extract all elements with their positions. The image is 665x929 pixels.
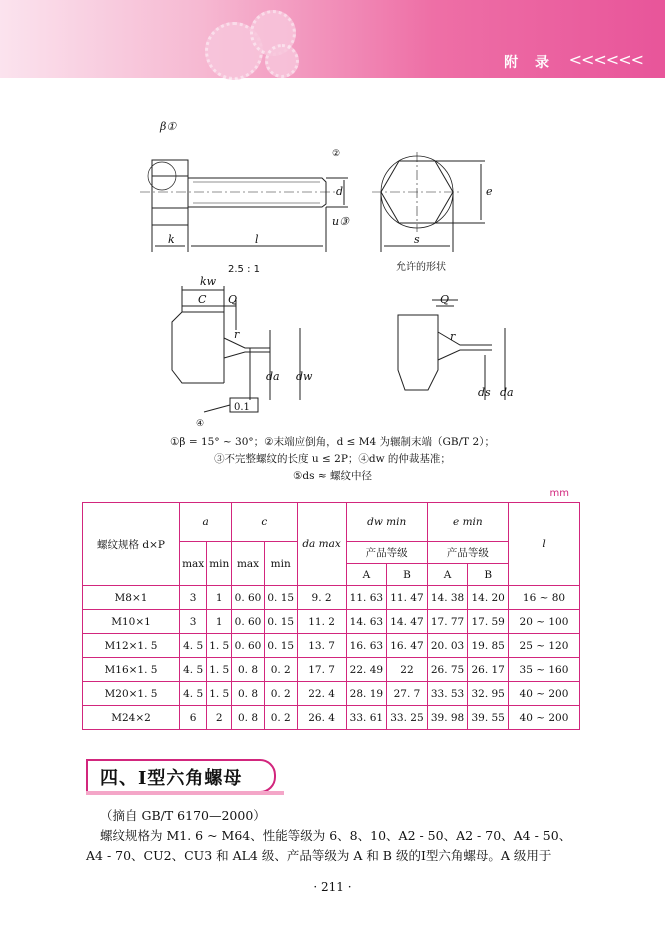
- dw-grade-header: 产品等级: [346, 542, 427, 564]
- table-cell: 33. 61: [346, 706, 387, 730]
- table-cell: M20×1. 5: [83, 682, 180, 706]
- kw-label: kw: [200, 275, 217, 288]
- note-line-2: ③不完整螺纹的长度 u ≤ 2P；④dw 的仲裁基准；: [214, 453, 451, 465]
- gear-decoration-icon: [265, 44, 299, 78]
- body-line-1: 螺纹规格为 M1. 6 ~ M64、性能等级为 6、8、10、A2 - 50、A2 - 70、A4 - 50、: [100, 828, 572, 843]
- table-cell: 1. 5: [207, 682, 232, 706]
- allowed-shape-caption: 允许的形状: [396, 262, 446, 273]
- table-cell: 33. 53: [427, 682, 468, 706]
- r-label-right: r: [450, 330, 456, 343]
- table-cell: 26. 17: [468, 658, 509, 682]
- table-cell: 1: [207, 586, 232, 610]
- table-cell: 0. 8: [232, 706, 265, 730]
- table-cell: 22. 49: [346, 658, 387, 682]
- k-label: k: [168, 233, 175, 246]
- dw-grade-b: B: [387, 564, 428, 586]
- table-cell: 40 ~ 200: [509, 706, 580, 730]
- s-label: s: [414, 233, 420, 246]
- table-cell: 11. 47: [387, 586, 428, 610]
- source-reference: （摘自 GB/T 6170—2000）: [100, 808, 266, 823]
- header-section-label: 附 录: [504, 55, 555, 71]
- table-cell: 17. 77: [427, 610, 468, 634]
- da-label-right: da: [500, 386, 514, 399]
- table-row: [83, 610, 580, 634]
- e-grade-a: A: [427, 564, 468, 586]
- table-cell: 19. 85: [468, 634, 509, 658]
- table-cell: 0. 15: [264, 586, 297, 610]
- table-cell: 0. 8: [232, 682, 265, 706]
- table-cell: 14. 38: [427, 586, 468, 610]
- a-min-header: min: [207, 542, 232, 586]
- table-cell: 3: [180, 610, 207, 634]
- table-cell: 39. 98: [427, 706, 468, 730]
- table-cell: M16×1. 5: [83, 658, 180, 682]
- table-cell: 0. 15: [264, 610, 297, 634]
- note-2-mark: ②: [332, 149, 341, 159]
- l-label: l: [255, 233, 259, 246]
- table-cell: 39. 55: [468, 706, 509, 730]
- c-min-header: min: [264, 542, 297, 586]
- r-label: r: [234, 328, 240, 341]
- table-cell: 20. 03: [427, 634, 468, 658]
- dimension-table: [82, 502, 580, 730]
- table-cell: M12×1. 5: [83, 634, 180, 658]
- beta-label: β①: [160, 120, 177, 133]
- table-cell: 32. 95: [468, 682, 509, 706]
- c-label: C: [198, 293, 207, 306]
- table-cell: 0. 2: [264, 658, 297, 682]
- page-number: · 211 ·: [313, 880, 352, 894]
- note-4-mark: ④: [196, 419, 205, 429]
- unit-label: mm: [549, 488, 569, 499]
- table-cell: 6: [180, 706, 207, 730]
- table-cell: 14. 20: [468, 586, 509, 610]
- table-cell: 25 ~ 120: [509, 634, 580, 658]
- table-cell: 0. 60: [232, 586, 265, 610]
- col-l: l: [509, 503, 580, 586]
- e-label: e: [486, 185, 493, 198]
- c-max-header: max: [232, 542, 265, 586]
- table-cell: 40 ~ 200: [509, 682, 580, 706]
- table-cell: 14. 63: [346, 610, 387, 634]
- col-dw-min: dw min: [346, 503, 427, 542]
- table-cell: 0. 2: [264, 706, 297, 730]
- table-cell: 0. 8: [232, 658, 265, 682]
- table-cell: 22: [387, 658, 428, 682]
- table-cell: 26. 75: [427, 658, 468, 682]
- table-cell: 14. 47: [387, 610, 428, 634]
- e-grade-header: 产品等级: [427, 542, 508, 564]
- scale-label: 2.5 : 1: [228, 264, 260, 275]
- table-cell: 22. 4: [297, 682, 346, 706]
- table-cell: 13. 7: [297, 634, 346, 658]
- q-label: Q: [228, 293, 238, 306]
- table-cell: 0. 60: [232, 634, 265, 658]
- table-cell: 17. 7: [297, 658, 346, 682]
- table-row: [83, 682, 580, 706]
- table-cell: 1. 5: [207, 658, 232, 682]
- d-label: d: [336, 185, 344, 198]
- bolt-drawing: [100, 100, 560, 480]
- table-cell: 17. 59: [468, 610, 509, 634]
- table-cell: 27. 7: [387, 682, 428, 706]
- table-cell: 0. 2: [264, 682, 297, 706]
- table-cell: 4. 5: [180, 658, 207, 682]
- dw-label: dw: [296, 370, 313, 383]
- table-cell: 2: [207, 706, 232, 730]
- u-label: u③: [332, 215, 349, 228]
- table-cell: 16. 47: [387, 634, 428, 658]
- tolerance-box-value: 0.1: [234, 402, 250, 413]
- note-line-3: ⑤ds ≈ 螺纹中径: [293, 470, 372, 482]
- table-cell: M8×1: [83, 586, 180, 610]
- table-cell: 1: [207, 610, 232, 634]
- page-header: [0, 0, 665, 78]
- table-cell: 11. 2: [297, 610, 346, 634]
- col-da-max: da max: [297, 503, 346, 586]
- table-cell: 28. 19: [346, 682, 387, 706]
- da-label: da: [266, 370, 280, 383]
- col-a: a: [180, 503, 232, 542]
- table-row: [83, 658, 580, 682]
- chevrons-icon: <<<<<<: [568, 50, 643, 69]
- table-cell: 0. 60: [232, 610, 265, 634]
- table-cell: 1. 5: [207, 634, 232, 658]
- e-grade-b: B: [468, 564, 509, 586]
- table-cell: 11. 63: [346, 586, 387, 610]
- table-cell: 16. 63: [346, 634, 387, 658]
- table-cell: 9. 2: [297, 586, 346, 610]
- table-cell: 4. 5: [180, 682, 207, 706]
- table-cell: 16 ~ 80: [509, 586, 580, 610]
- table-cell: 4. 5: [180, 634, 207, 658]
- table-cell: M24×2: [83, 706, 180, 730]
- table-cell: 35 ~ 160: [509, 658, 580, 682]
- section-heading: [86, 759, 282, 791]
- dw-grade-a: A: [346, 564, 387, 586]
- col-thread-spec: 螺纹规格 d×P: [83, 503, 180, 586]
- section-heading-text: 四、Ⅰ型六角螺母: [100, 768, 243, 789]
- table-cell: 33. 25: [387, 706, 428, 730]
- table-cell: 3: [180, 586, 207, 610]
- section-heading-underline: [86, 791, 284, 795]
- a-max-header: max: [180, 542, 207, 586]
- table-cell: M10×1: [83, 610, 180, 634]
- table-row: [83, 706, 580, 730]
- table-row: [83, 586, 580, 610]
- table-row: [83, 634, 580, 658]
- table-cell: 20 ~ 100: [509, 610, 580, 634]
- q-label-right: Q: [440, 293, 450, 306]
- body-line-2: A4 - 70、CU2、CU3 和 AL4 级、产品等级为 A 和 B 级的Ⅰ型六角螺母。A 级用于: [86, 848, 552, 863]
- note-line-1: ①β = 15° ~ 30°；②末端应倒角，d ≤ M4 为辗制末端（GB/T 2）；: [170, 436, 495, 448]
- col-c: c: [232, 503, 297, 542]
- col-e-min: e min: [427, 503, 508, 542]
- ds-label: ds: [478, 386, 491, 399]
- table-cell: 26. 4: [297, 706, 346, 730]
- table-cell: 0. 15: [264, 634, 297, 658]
